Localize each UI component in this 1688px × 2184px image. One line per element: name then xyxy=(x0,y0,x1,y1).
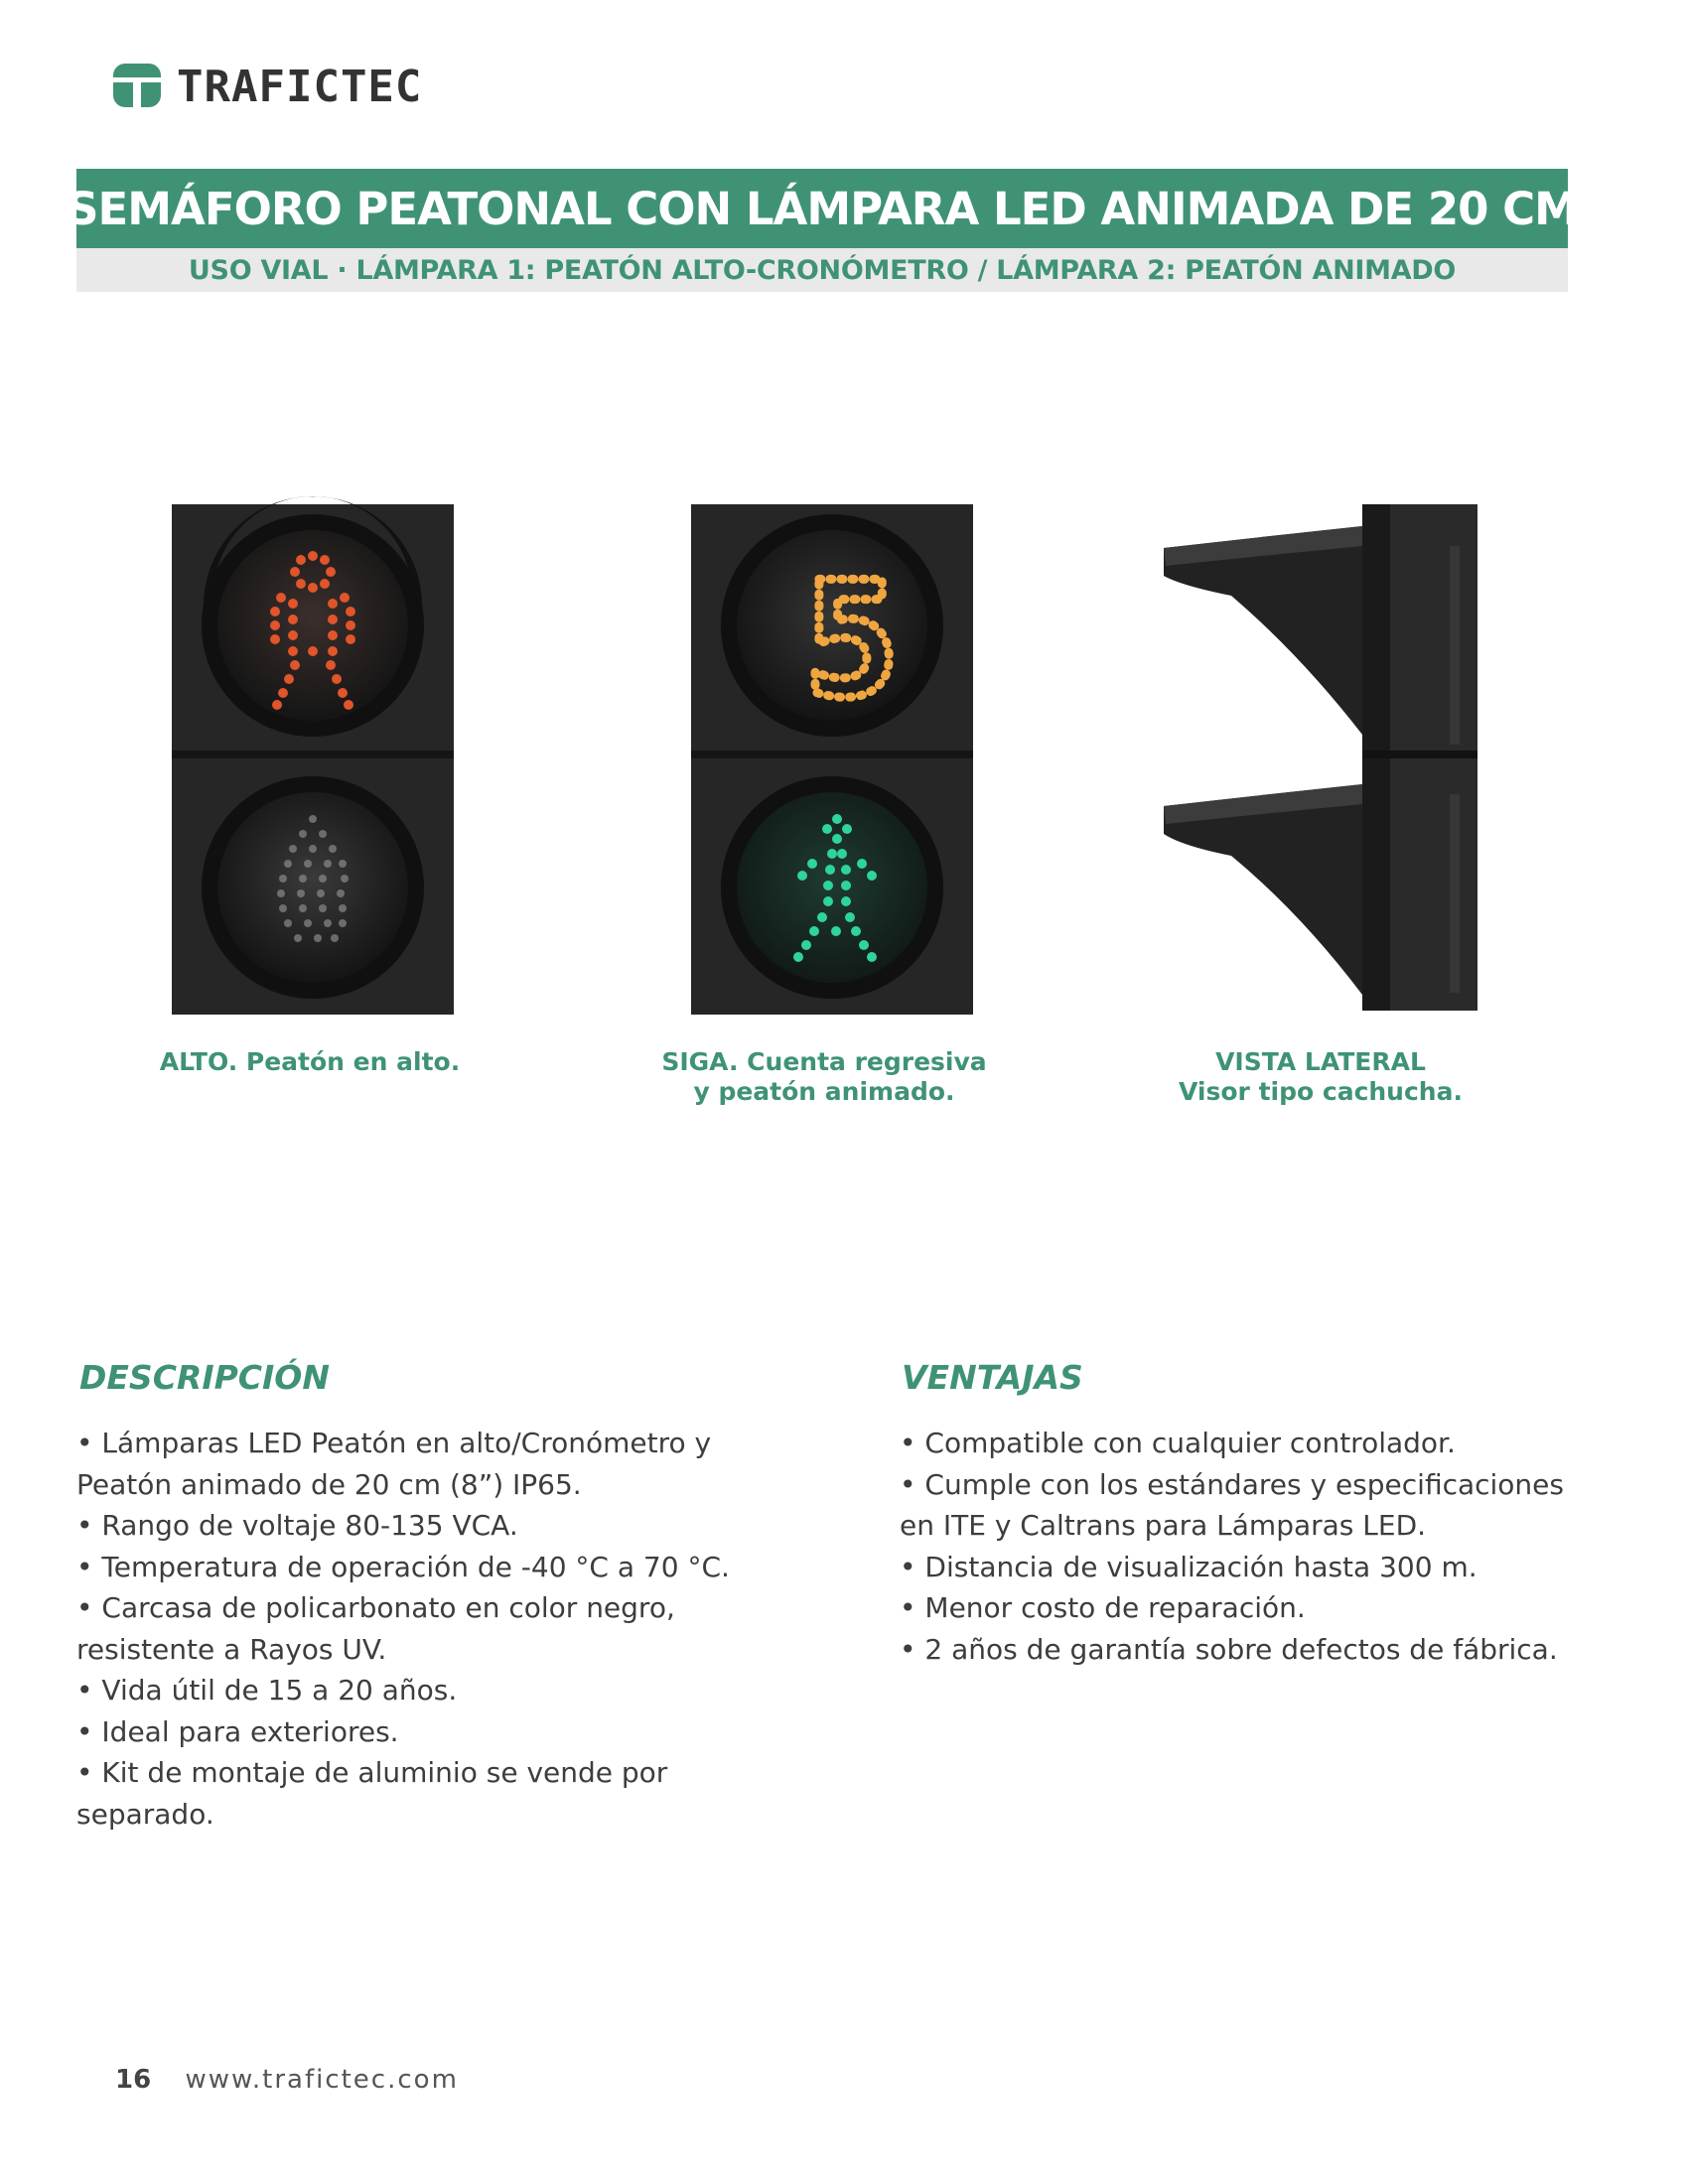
ventajas-heading: VENTAJAS xyxy=(902,1358,1083,1397)
caption-line: ALTO. Peatón en alto. xyxy=(159,1047,461,1076)
signal-side-view-image xyxy=(1152,486,1489,1027)
page-number: 16 xyxy=(115,2065,152,2095)
caption-line: VISTA LATERAL xyxy=(1215,1047,1426,1076)
signal-stop-front-image xyxy=(164,486,462,1027)
caption-side xyxy=(1082,1047,1559,1107)
caption-line: Visor tipo cachucha. xyxy=(1179,1077,1463,1106)
list-item: • Rango de voltaje 80-135 VCA. xyxy=(76,1509,518,1542)
page-title: SEMÁFORO PEATONAL CON LÁMPARA LED ANIMADA DE 20 CM xyxy=(67,182,1578,235)
caption-line: y peatón animado. xyxy=(693,1077,955,1106)
countdown-display xyxy=(804,547,900,733)
list-item: • Cumple con los estándares y especificaciones xyxy=(900,1467,1564,1501)
page-footer xyxy=(115,2065,459,2095)
descripcion-heading: DESCRIPCIÓN xyxy=(79,1358,330,1397)
signal-walk-front-image xyxy=(683,486,981,1027)
list-item: • Distancia de visualización hasta 300 m. xyxy=(900,1550,1477,1583)
subtitle-bar xyxy=(76,248,1568,292)
list-item: • Lámparas LED Peatón en alto/Cronómetro y xyxy=(76,1427,712,1459)
descripcion-list xyxy=(76,1423,791,1835)
brand-name: TRAFICTEC xyxy=(177,62,423,112)
list-item: resistente a Rayos UV. xyxy=(76,1632,387,1666)
list-item: • Menor costo de reparación. xyxy=(900,1591,1306,1624)
list-item: • 2 años de garantía sobre defectos de fábrica. xyxy=(900,1632,1558,1666)
list-item: • Temperatura de operación de -40 °C a 70 °C. xyxy=(76,1550,730,1583)
list-item: • Vida útil de 15 a 20 años. xyxy=(76,1674,458,1706)
list-item: • Carcasa de policarbonato en color negro, xyxy=(76,1591,675,1624)
ventajas-list xyxy=(900,1423,1595,1670)
caption-walk xyxy=(586,1047,1062,1107)
brand-logo xyxy=(111,58,439,113)
countdown-number: 5 xyxy=(803,547,901,733)
list-item: • Kit de montaje de aluminio se vende por xyxy=(76,1756,668,1789)
list-item: en ITE y Caltrans para Lámparas LED. xyxy=(900,1509,1427,1542)
caption-line: SIGA. Cuenta regresiva xyxy=(661,1047,987,1076)
title-bar xyxy=(67,169,1578,248)
list-item: • Compatible con cualquier controlador. xyxy=(900,1427,1456,1459)
list-item: separado. xyxy=(76,1797,214,1831)
trafictec-logo-icon xyxy=(111,60,163,111)
page-subtitle: USO VIAL · LÁMPARA 1: PEATÓN ALTO-CRONÓMETRO / LÁMPARA 2: PEATÓN ANIMADO xyxy=(188,254,1457,286)
website-link[interactable]: www.trafictec.com xyxy=(185,2065,459,2095)
list-item: Peatón animado de 20 cm (8”) IP65. xyxy=(76,1467,582,1501)
list-item: • Ideal para exteriores. xyxy=(76,1714,399,1748)
caption-stop xyxy=(71,1047,548,1077)
